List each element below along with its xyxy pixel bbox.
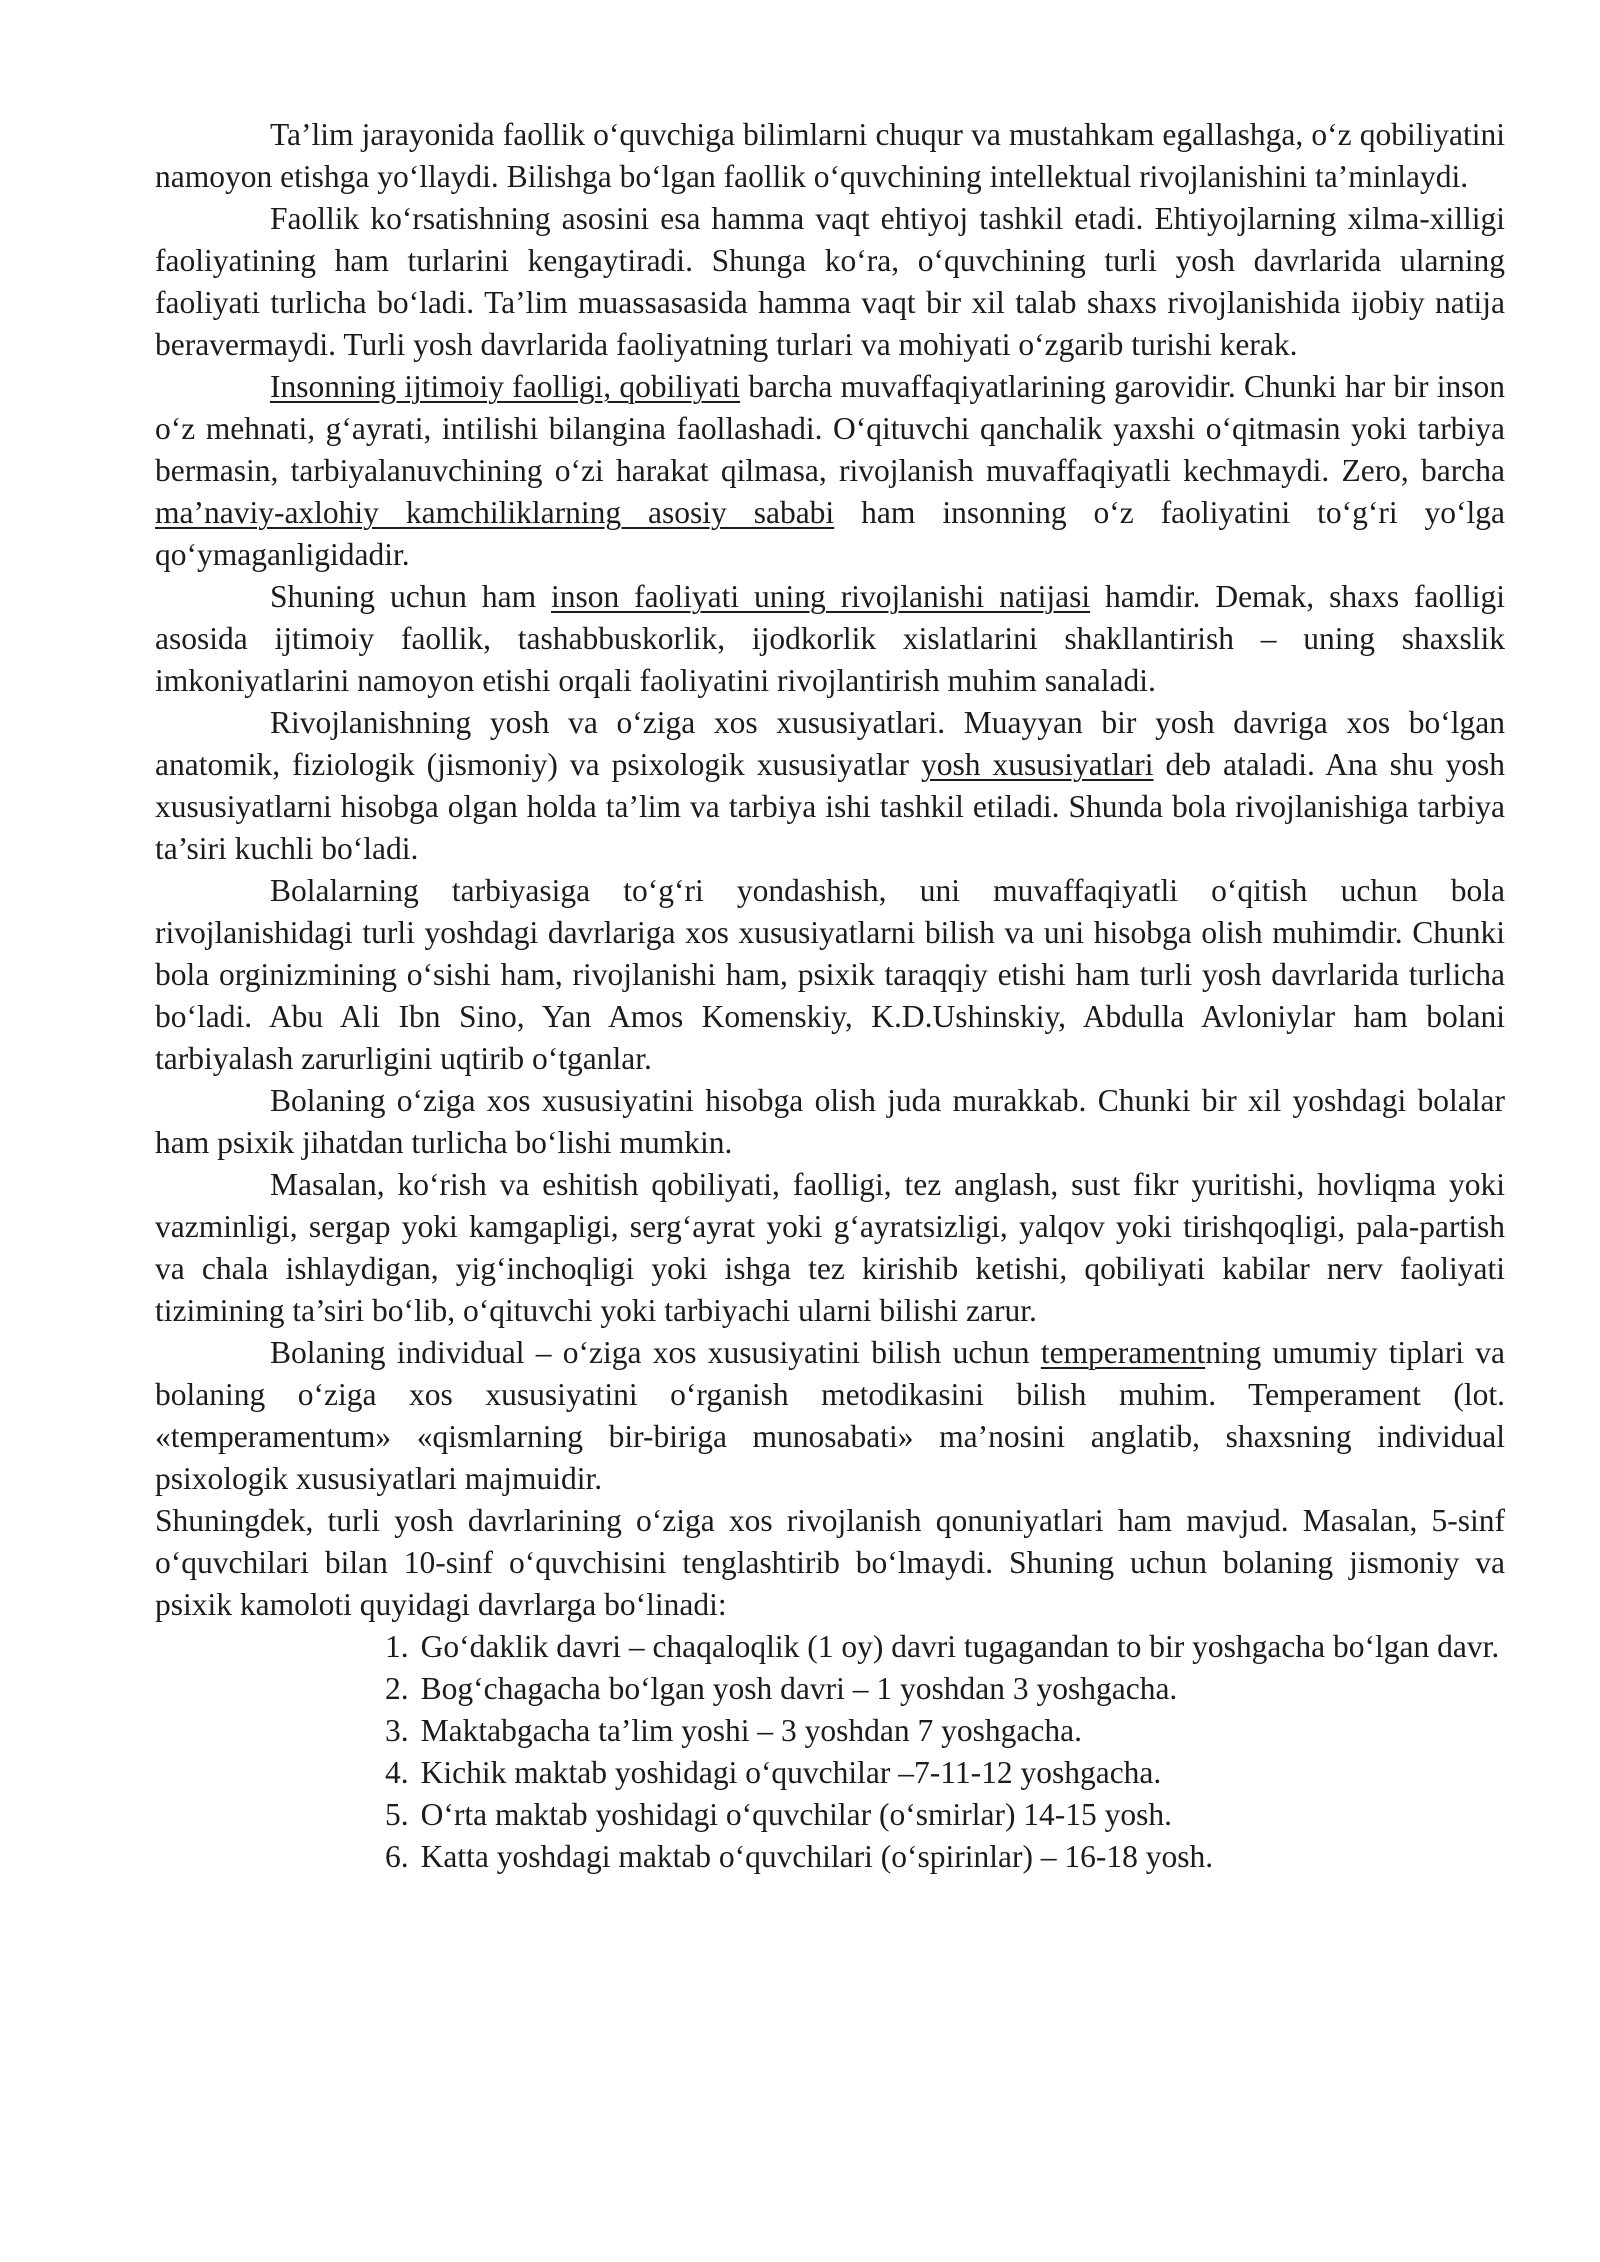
text-span: hamdir. Demak, shaxs faolligi asosida ijtimoiy faollik, tashabbuskorlik, ijodkorlik xislatlarini shakllantirish – uning shaxslik imkoniyatlarini namoyon etishi orqali faoliyatini rivojlantirish muhim sanaladi. xyxy=(155,579,1505,698)
list-number: 2. xyxy=(385,1671,409,1706)
list-number: 3. xyxy=(385,1713,409,1748)
paragraph-3 xyxy=(155,366,1505,576)
list-number: 6. xyxy=(385,1839,409,1874)
paragraph-4 xyxy=(155,576,1505,702)
paragraph-8: Masalan, ko‘rish va eshitish qobiliyati, faolligi, tez anglash, sust fikr yuritishi, hovliqma yoki vazminligi, sergap yoki kamgapligi, serg‘ayrat yoki g‘ayratsizligi, yalqov yoki tirishqoqligi, pala-partish va chala ishlaydigan, yig‘inchoqligi yoki ishga tez kirishib ketishi, qobiliyati kabilar nerv faoliyati tizimining ta’siri bo‘lib, o‘qituvchi yoki tarbiyachi ularni bilishi zarur. xyxy=(155,1167,1505,1328)
age-periods-list xyxy=(155,1626,1505,1878)
list-item xyxy=(155,1794,1505,1836)
list-number: 4. xyxy=(385,1755,409,1790)
underlined-phrase: Insonning ijtimoiy faolligi, qobiliyati xyxy=(270,369,741,404)
list-number: 5. xyxy=(385,1797,409,1832)
paragraph-6: Bolalarning tarbiyasiga to‘g‘ri yondashish, uni muvaffaqiyatli o‘qitish uchun bola rivojlanishidagi turli yoshdagi davrlariga xos xususiyatlarni bilish va uni hisobga olish muhimdir. Chunki bola orginizmining o‘sishi ham, rivojlanishi ham, psixik taraqqiy etishi ham turli yosh davrlarida turlicha bo‘ladi. Abu Ali Ibn Sino, Yan Amos Komenskiy, K.D.Ushinskiy, Abdulla Avloniylar ham bolani tarbiyalash zarurligini uqtirib o‘tganlar. xyxy=(155,873,1505,1076)
list-item-text: O‘rta maktab yoshidagi o‘quvchilar (o‘smirlar) 14-15 yosh. xyxy=(420,1797,1173,1832)
document-page xyxy=(155,114,1505,1878)
paragraph-9 xyxy=(155,1332,1505,1500)
list-item-text: Bog‘chagacha bo‘lgan yosh davri – 1 yoshdan 3 yoshgacha. xyxy=(420,1671,1178,1706)
list-item xyxy=(155,1626,1505,1668)
underlined-phrase: inson faoliyati uning rivojlanishi natijasi xyxy=(551,579,1091,614)
list-item xyxy=(155,1710,1505,1752)
list-item xyxy=(155,1668,1505,1710)
list-item-text: Katta yoshdagi maktab o‘quvchilari (o‘spirinlar) – 16-18 yosh. xyxy=(420,1839,1214,1874)
list-item xyxy=(155,1836,1505,1878)
text-span: deb ataladi. Ana shu yosh xususiyatlarni hisobga olgan holda ta’lim va tarbiya ishi tashkil etiladi. Shunda bola rivojlanishiga tarbiya ta’siri kuchli bo‘ladi. xyxy=(155,747,1505,866)
underlined-phrase: yosh xususiyatlari xyxy=(920,747,1154,782)
text-span: Bolaning individual – o‘ziga xos xususiyatini bilish uchun xyxy=(270,1335,1041,1370)
list-number: 1. xyxy=(385,1629,409,1664)
paragraph-2: Faollik ko‘rsatishning asosini esa hamma vaqt ehtiyoj tashkil etadi. Ehtiyojlarning xilma-xilligi faoliyatining ham turlarini kengaytiradi. Shunga ko‘ra, o‘quvchining turli yosh davrlarida ularning faoliyati turlicha bo‘ladi. Ta’lim muassasasida hamma vaqt bir xil talab shaxs rivojlanishida ijobiy natija beravermaydi. Turli yosh davrlarida faoliyatning turlari va mohiyati o‘zgarib turishi kerak. xyxy=(155,201,1505,362)
text-span: barcha muvaffaqiyatlarining garovidir. Chunki har bir inson o‘z mehnati, g‘ayrati, intilishi bilangina faollashadi. O‘qituvchi qanchalik yaxshi o‘qitmasin yoki tarbiya bermasin, tarbiyalanuvchining o‘zi harakat qilmasa, rivojlanish muvaffaqiyatli kechmaydi. Zero, barcha xyxy=(155,369,1506,488)
paragraph-7: Bolaning o‘ziga xos xususiyatini hisobga olish juda murakkab. Chunki bir xil yoshdagi bolalar ham psixik jihatdan turlicha bo‘lishi mumkin. xyxy=(155,1083,1505,1160)
text-span: ham insonning o‘z faoliyatini to‘g‘ri yo‘lga qo‘ymaganligidadir. xyxy=(155,495,1505,572)
text-span: Shuning uchun ham xyxy=(270,579,551,614)
list-item-text: Kichik maktab yoshidagi o‘quvchilar –7-11-12 yoshgacha. xyxy=(420,1755,1162,1790)
list-item-text: Go‘daklik davri – chaqaloqlik (1 oy) davri tugagandan to bir yoshgacha bo‘lgan davr. xyxy=(420,1629,1500,1664)
list-item xyxy=(155,1752,1505,1794)
paragraph-10: Shuningdek, turli yosh davrlarining o‘ziga xos rivojlanish qonuniyatlari ham mavjud. Masalan, 5-sinf o‘quvchilari bilan 10-sinf o‘quvchisini tenglashtirib bo‘lmaydi. Shuning uchun bolaning jismoniy va psixik kamoloti quyidagi davrlarga bo‘linadi: xyxy=(155,1503,1505,1622)
text-span: Rivojlanishning yosh va o‘ziga xos xususiyatlari. Muayyan bir yosh davriga xos bo‘lgan anatomik, fiziologik (jismoniy) va psixologik xususiyatlar xyxy=(155,705,1505,782)
text-span: ning umumiy tiplari va bolaning o‘ziga xos xususiyatini o‘rganish metodikasini bilish muhim. Temperament (lot. «temperamentum» «qismlarning bir-biriga munosabati» ma’nosini anglatib, shaxsning individual psixologik xususiyatlari majmuidir. xyxy=(155,1335,1505,1496)
paragraph-1: Ta’lim jarayonida faollik o‘quvchiga bilimlarni chuqur va mustahkam egallashga, o‘z qobiliyatini namoyon etishga yo‘llaydi. Bilishga bo‘lgan faollik o‘quvchining intellektual rivojlanishini ta’minlaydi. xyxy=(155,117,1505,194)
underlined-phrase: ma’naviy-axlohiy kamchiliklarning asosiy sababi xyxy=(155,495,835,530)
list-item-text: Maktabgacha ta’lim yoshi – 3 yoshdan 7 yoshgacha. xyxy=(420,1713,1082,1748)
paragraph-5 xyxy=(155,702,1505,870)
underlined-phrase: temperament xyxy=(1040,1335,1206,1370)
